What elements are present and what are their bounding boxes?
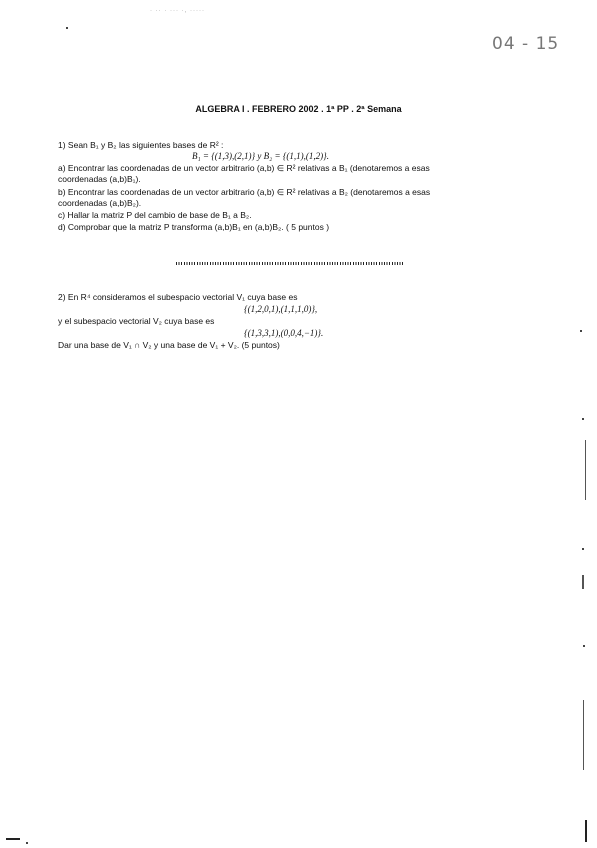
exam-title: ALGEBRA I . FEBRERO 2002 . 1ª PP . 2ª Semana — [195, 104, 402, 114]
problem-1-bases: B₁ = {(1,3),(2,1)} y B₂ = {(1,1),(1,2)}. — [192, 151, 330, 161]
problem-2-basis-v1: {(1,2,0,1),(1,1,1,0)}, — [244, 304, 318, 314]
problem-2-basis-v2: {(1,3,3,1),(0,0,4,−1)}. — [244, 328, 324, 338]
problem-1-part-c: c) Hallar la matriz P del cambio de base de B₁ a B₂. — [58, 210, 252, 220]
problem-1-intro: 1) Sean B₁ y B₂ las siguientes bases de R² : — [58, 140, 224, 150]
problem-2-statement: 2) En R⁴ consideramos el subespacio vectorial V₁ cuya base es — [58, 292, 298, 302]
problem-1-part-d: d) Comprobar que la matriz P transforma (a,b)B₁ en (a,b)B₂. ( 5 puntos ) — [58, 222, 330, 232]
exam-code: 04 - 15 — [492, 34, 560, 54]
problem-1-part-b: b) Encontrar las coordenadas de un vector arbitrario (a,b) ∈ R² relativas a B₂ (denotaremos a esas — [58, 187, 431, 197]
problem-2-question: Dar una base de V₁ ∩ V₂ y una base de V₁ + V₂. (5 puntos) — [58, 340, 280, 350]
problem-1-part-a: a) Encontrar las coordenadas de un vector arbitrario (a,b) ∈ R² relativas a B₁ (denotaremos a esas — [58, 163, 430, 173]
problem-1-part-b-cont: coordenadas (a,b)B₂). — [58, 198, 142, 208]
problem-1-part-a-cont: coordenadas (a,b)B₁). — [58, 174, 141, 184]
scan-header-mark: · ·· · ··· ·, ····· — [150, 8, 205, 14]
separator-line — [176, 262, 404, 265]
problem-2-v2-statement: y el subespacio vectorial V₂ cuya base es — [58, 316, 215, 326]
